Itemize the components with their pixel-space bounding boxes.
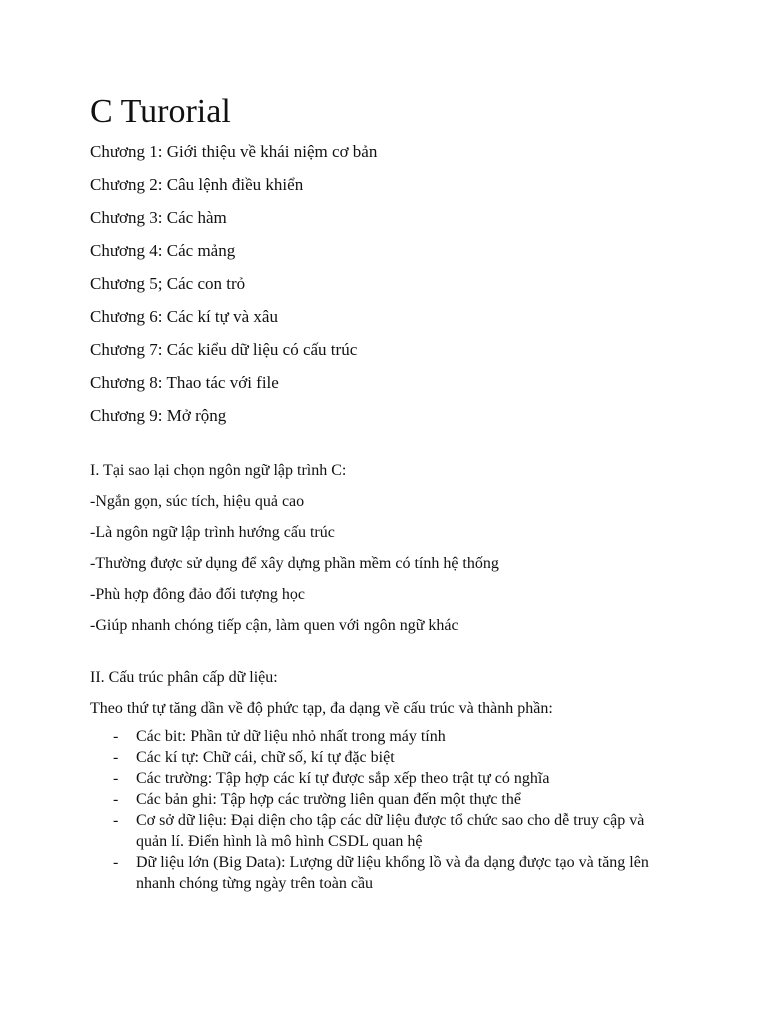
dash-bullet: - [113, 749, 119, 766]
chapter-item: Chương 9: Mở rộng [90, 406, 227, 425]
reason-item: -Ngắn gọn, súc tích, hiệu quả cao [90, 493, 305, 510]
list-item-text: Các kí tự: Chữ cái, chữ số, kí tự đặc biệt [136, 749, 395, 766]
chapter-item: Chương 5; Các con trỏ [90, 274, 246, 293]
chapter-item: Chương 2: Câu lệnh điều khiển [90, 175, 304, 194]
reason-item: -Là ngôn ngữ lập trình hướng cấu trúc [90, 524, 335, 541]
dash-bullet: - [113, 770, 119, 787]
list-item-text: Dữ liệu lớn (Big Data): Lượng dữ liệu khổng lồ và đa dạng được tạo và tăng lên nhanh chóng từng ngày trên toàn cầu [136, 854, 649, 892]
section-intro: Theo thứ tự tăng dần về độ phức tạp, đa dạng về cấu trúc và thành phần: [90, 700, 553, 717]
chapter-item: Chương 4: Các mảng [90, 241, 236, 260]
list-item-text: Cơ sở dữ liệu: Đại diện cho tập các dữ liệu được tổ chức sao cho dễ truy cập và quản lí. Điển hình là mô hình CSDL quan hệ [136, 812, 645, 850]
section-data-hierarchy [90, 668, 690, 894]
hierarchy-list [90, 726, 690, 894]
chapter-item: Chương 7: Các kiểu dữ liệu có cấu trúc [90, 340, 358, 359]
list-item [90, 768, 676, 789]
chapter-item: Chương 6: Các kí tự và xâu [90, 307, 278, 326]
dash-bullet: - [113, 791, 119, 808]
dash-bullet: - [113, 812, 119, 829]
list-item [90, 852, 676, 894]
chapter-item: Chương 8: Thao tác với file [90, 373, 279, 392]
list-item [90, 789, 676, 810]
chapter-item: Chương 1: Giới thiệu về khái niệm cơ bản [90, 142, 378, 161]
section-why-c [90, 461, 690, 635]
chapter-list [90, 142, 690, 426]
list-item-text: Các bit: Phần tử dữ liệu nhỏ nhất trong máy tính [136, 728, 446, 745]
reason-item: -Giúp nhanh chóng tiếp cận, làm quen với ngôn ngữ khác [90, 617, 459, 634]
document-title: C Turorial [90, 93, 231, 130]
dash-bullet: - [113, 854, 119, 871]
dash-bullet: - [113, 728, 119, 745]
list-item-text: Các bản ghi: Tập hợp các trường liên quan đến một thực thể [136, 791, 521, 808]
list-item [90, 810, 676, 852]
chapter-item: Chương 3: Các hàm [90, 208, 227, 227]
section-heading: II. Cấu trúc phân cấp dữ liệu: [90, 669, 278, 686]
section-heading: I. Tại sao lại chọn ngôn ngữ lập trình C: [90, 462, 347, 479]
reason-item: -Phù hợp đông đảo đối tượng học [90, 586, 305, 603]
document-page [90, 92, 690, 894]
list-item-text: Các trường: Tập hợp các kí tự được sắp xếp theo trật tự có nghĩa [136, 770, 550, 787]
reason-item: -Thường được sử dụng để xây dựng phần mềm có tính hệ thống [90, 555, 499, 572]
list-item [90, 726, 676, 747]
list-item [90, 747, 676, 768]
